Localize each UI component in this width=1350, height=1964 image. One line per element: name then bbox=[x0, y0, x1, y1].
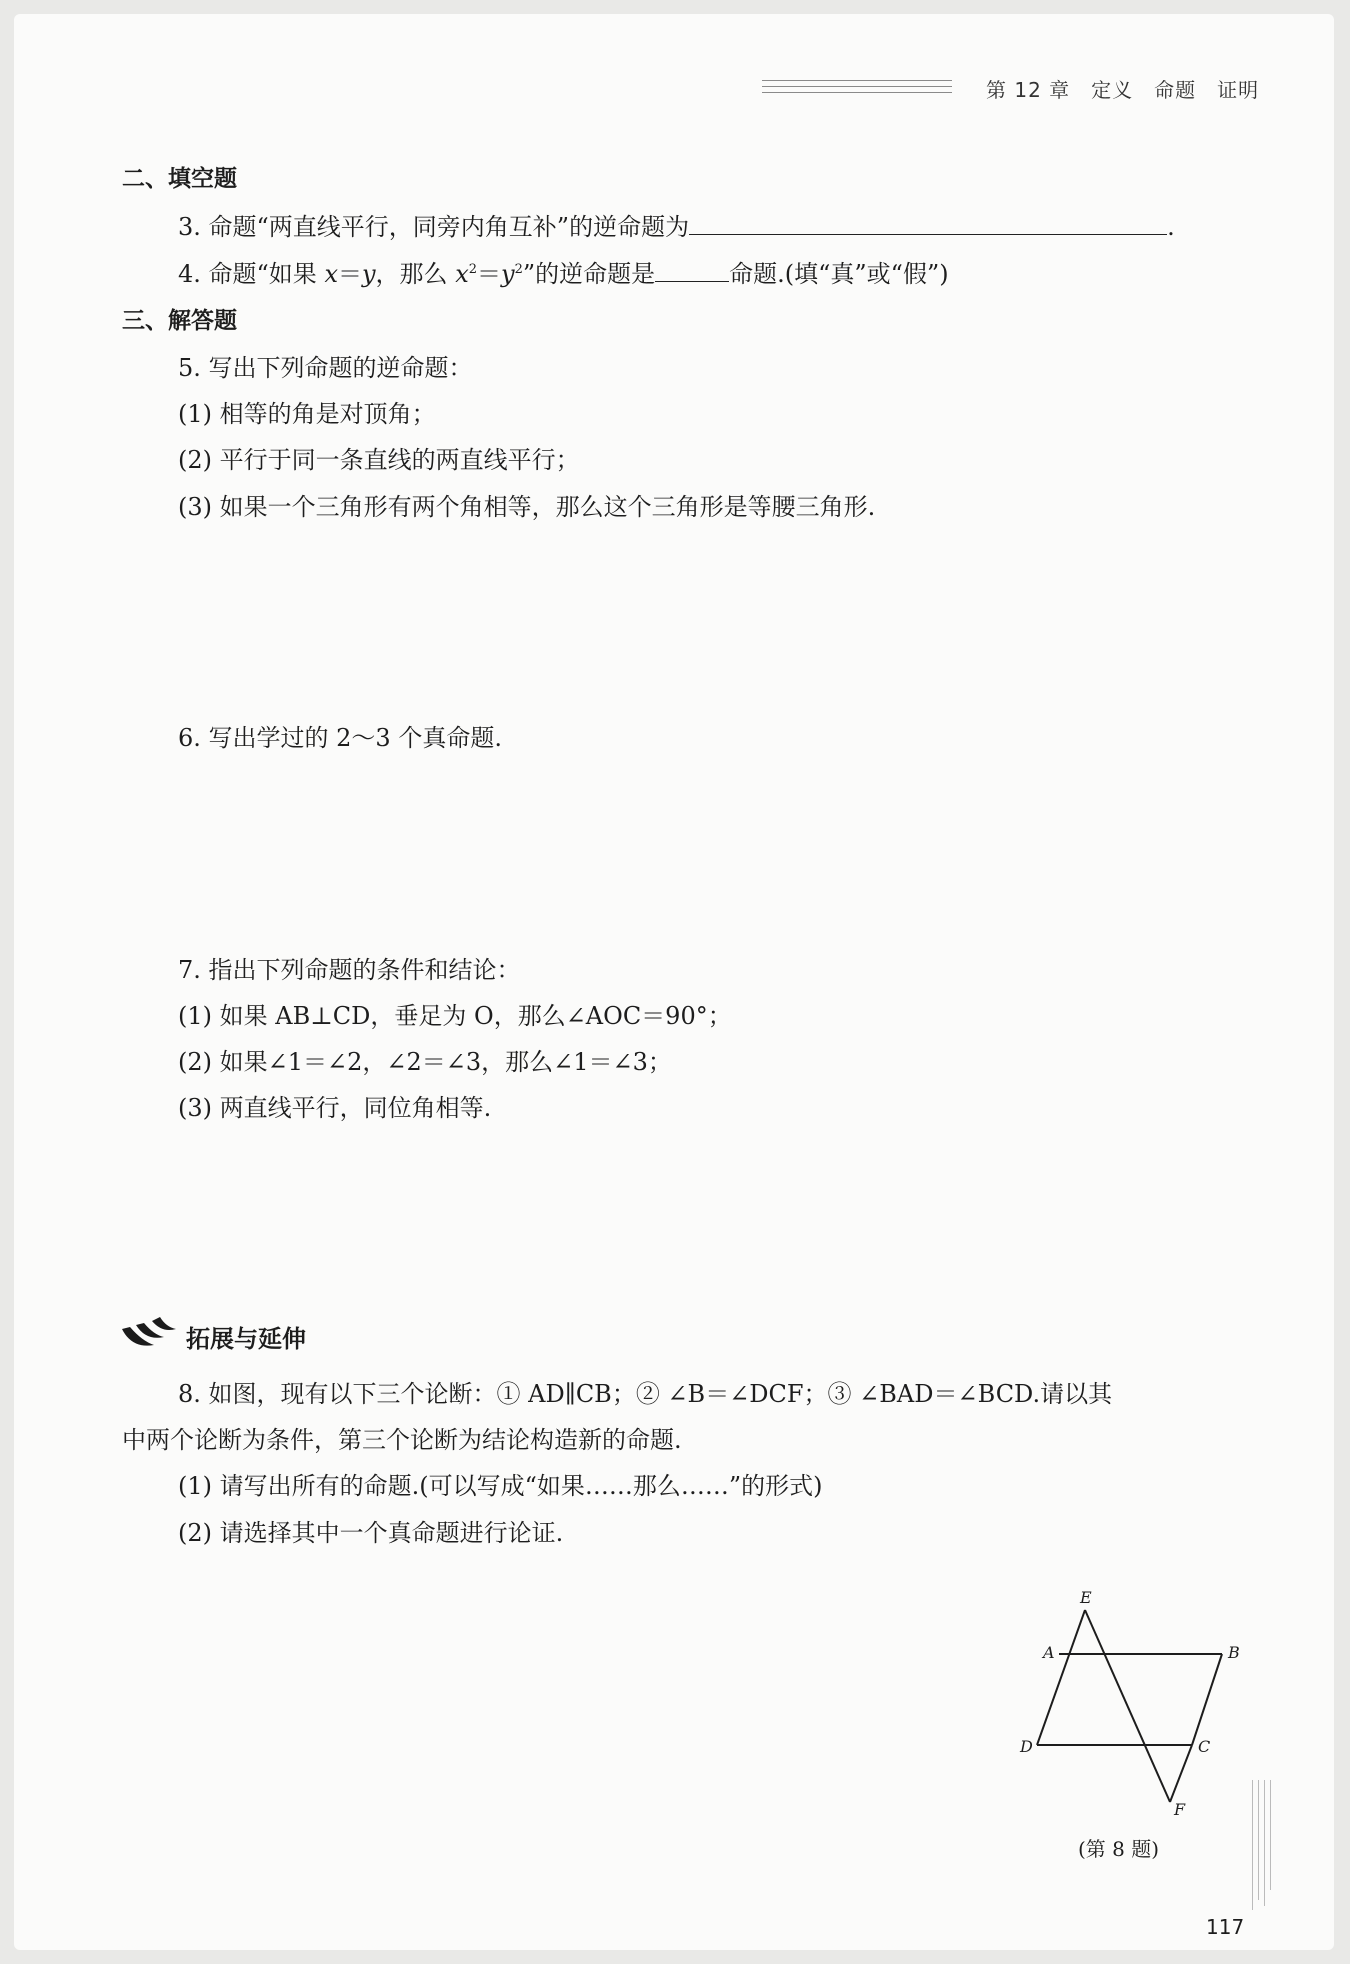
figure-caption: (第 8 题) bbox=[1078, 1837, 1160, 1861]
page-edge-lines bbox=[1252, 1780, 1276, 1910]
segment-da-extended bbox=[1037, 1610, 1085, 1745]
question-5-item: (2) 平行于同一条直线的两直线平行； bbox=[178, 446, 580, 474]
section-title-answer: 三、解答题 bbox=[122, 308, 237, 334]
question-7-item: (3) 两直线平行，同位角相等. bbox=[178, 1094, 492, 1122]
header-rule bbox=[762, 86, 952, 87]
segment-ef bbox=[1085, 1610, 1170, 1802]
point-label-d: D bbox=[1020, 1737, 1033, 1756]
question-3 bbox=[178, 207, 1175, 242]
question-7-title: 7. 指出下列命题的条件和结论： bbox=[178, 956, 521, 984]
header-rule bbox=[762, 80, 952, 81]
point-label-e: E bbox=[1080, 1588, 1092, 1607]
question-3-end: . bbox=[1167, 213, 1175, 241]
segment-bc bbox=[1192, 1654, 1222, 1745]
question-3-text: 3. 命题“两直线平行，同旁内角互补”的逆命题为 bbox=[178, 213, 690, 241]
question-4: 4. 命题“如果 x＝y，那么 $x^2=y^2$”的逆命题是 命题.(填“真”或“假”) bbox=[178, 254, 949, 289]
point-label-a: A bbox=[1043, 1643, 1055, 1662]
question-6-title: 6. 写出学过的 2～3 个真命题. bbox=[178, 724, 502, 752]
question-5-item: (1) 相等的角是对顶角； bbox=[178, 400, 436, 428]
question-5-title: 5. 写出下列命题的逆命题： bbox=[178, 354, 473, 382]
extension-section-icon bbox=[118, 1315, 180, 1355]
point-label-b: B bbox=[1228, 1643, 1240, 1662]
header-rule bbox=[762, 92, 952, 93]
question-8-sub2: (2) 请选择其中一个真命题进行论证. bbox=[178, 1519, 564, 1547]
segment-cf bbox=[1170, 1745, 1192, 1802]
point-label-c: C bbox=[1198, 1737, 1211, 1756]
question-8-sub1: (1) 请写出所有的命题.(可以写成“如果……那么……”的形式) bbox=[178, 1472, 823, 1500]
point-label-f: F bbox=[1174, 1800, 1186, 1819]
page-number: 117 bbox=[1206, 1915, 1245, 1939]
question-8-line2: 中两个论断为条件，第三个论断为结论构造新的命题. bbox=[122, 1426, 682, 1454]
chapter-header: 第 12 章 定义 命题 证明 bbox=[986, 78, 1260, 102]
question-7-item: (1) 如果 AB⊥CD，垂足为 O，那么∠AOC＝90°； bbox=[178, 1002, 732, 1030]
extension-title: 拓展与延伸 bbox=[186, 1325, 306, 1353]
section-title-fill-in: 二、填空题 bbox=[122, 166, 237, 192]
geometry-figure bbox=[1010, 1570, 1270, 1820]
answer-blank[interactable] bbox=[655, 257, 729, 282]
answer-blank[interactable] bbox=[689, 210, 1167, 235]
question-8-line1: 8. 如图，现有以下三个论断：① AD∥CB；② ∠B＝∠DCF；③ ∠BAD＝∠BCD.请以其 bbox=[178, 1380, 1113, 1408]
question-7-item: (2) 如果∠1＝∠2，∠2＝∠3，那么∠1＝∠3； bbox=[178, 1048, 672, 1076]
question-5-item: (3) 如果一个三角形有两个角相等，那么这个三角形是等腰三角形. bbox=[178, 493, 876, 521]
